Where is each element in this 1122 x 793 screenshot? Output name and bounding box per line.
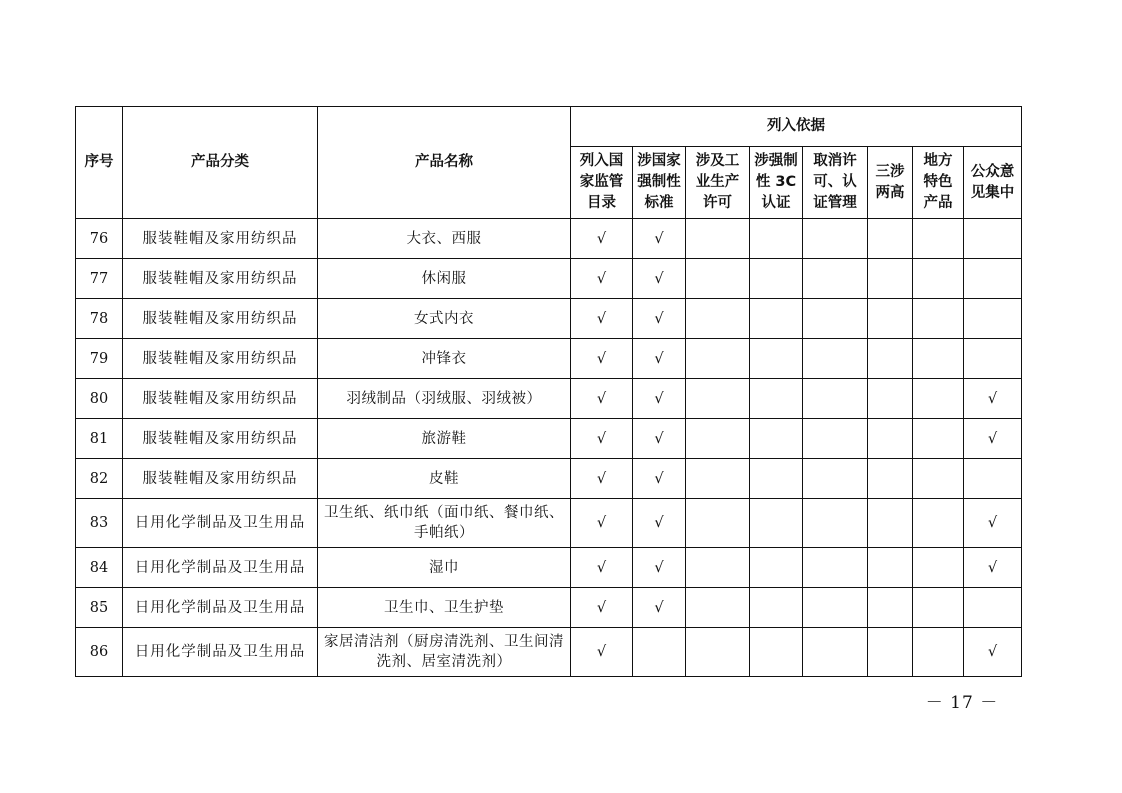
criterion-cell (964, 459, 1022, 499)
check-mark: √ (596, 430, 607, 447)
table-row (76, 499, 1022, 548)
criterion-cell (686, 219, 750, 259)
criterion-cell (868, 628, 913, 677)
criterion-cell (633, 459, 686, 499)
criterion-cell (964, 548, 1022, 588)
criterion-cell (868, 548, 913, 588)
criterion-cell (913, 299, 964, 339)
criterion-cell (686, 379, 750, 419)
row-product-name (318, 459, 571, 499)
criterion-cell (686, 299, 750, 339)
criterion-cell (686, 628, 750, 677)
table-row (76, 259, 1022, 299)
criterion-cell (633, 219, 686, 259)
criterion-cell (964, 299, 1022, 339)
header-criterion-production-license (686, 147, 750, 219)
row-category: 服装鞋帽及家用纺织品 (123, 379, 318, 419)
criterion-cell (686, 339, 750, 379)
criterion-cell (913, 259, 964, 299)
criterion-cell (803, 459, 868, 499)
check-mark: √ (654, 559, 664, 576)
header-category: 产品分类 (123, 107, 318, 219)
table-body (76, 219, 1022, 677)
criterion-cell (633, 628, 686, 677)
criterion-cell (964, 259, 1022, 299)
criterion-cell (913, 459, 964, 499)
row-seq: 77 (76, 259, 123, 299)
row-category: 日用化学制品及卫生用品 (123, 499, 318, 548)
criterion-cell (750, 459, 803, 499)
header-criterion-national-catalog (571, 147, 633, 219)
header-criterion-public-opinion (964, 147, 1022, 219)
criterion-cell (633, 259, 686, 299)
check-mark: √ (654, 470, 664, 487)
criterion-cell (750, 379, 803, 419)
criterion-cell (633, 379, 686, 419)
row-category: 服装鞋帽及家用纺织品 (123, 419, 318, 459)
criterion-cell (571, 419, 633, 459)
criterion-cell (913, 219, 964, 259)
criterion-cell (868, 419, 913, 459)
criterion-cell (868, 588, 913, 628)
row-seq: 85 (76, 588, 123, 628)
criterion-cell (913, 499, 964, 548)
criterion-cell (964, 588, 1022, 628)
header-seq: 序号 (76, 107, 123, 219)
check-mark: √ (596, 559, 607, 576)
criterion-cell (633, 548, 686, 588)
criterion-cell (803, 588, 868, 628)
row-seq: 76 (76, 219, 123, 259)
check-mark: √ (987, 559, 998, 576)
criterion-cell (750, 548, 803, 588)
product-name-line: 羽绒制品（羽绒服、羽绒被） (346, 390, 542, 407)
criterion-label: 公众意见集中 (970, 163, 1015, 201)
row-seq: 78 (76, 299, 123, 339)
check-mark: √ (596, 270, 607, 287)
check-mark: √ (654, 515, 664, 531)
product-name-line: 皮鞋 (429, 470, 459, 487)
table-row (76, 299, 1022, 339)
product-name-line: 卫生巾、卫生护垫 (384, 599, 504, 616)
criterion-cell (686, 419, 750, 459)
row-category: 服装鞋帽及家用纺织品 (123, 299, 318, 339)
check-mark: √ (654, 230, 664, 247)
criterion-cell (803, 548, 868, 588)
criterion-cell (686, 499, 750, 548)
table-row (76, 459, 1022, 499)
product-name-line: 手帕纸） (414, 525, 474, 541)
product-name-line: 大衣、西服 (406, 230, 482, 247)
row-category: 服装鞋帽及家用纺织品 (123, 259, 318, 299)
row-category: 日用化学制品及卫生用品 (123, 628, 318, 677)
criterion-cell (633, 419, 686, 459)
check-mark: √ (596, 644, 607, 660)
check-mark: √ (654, 390, 664, 407)
criterion-cell (803, 299, 868, 339)
criterion-cell (803, 499, 868, 548)
page-number: － 17 － (925, 693, 999, 713)
criterion-cell (803, 419, 868, 459)
row-seq: 86 (76, 628, 123, 677)
criterion-label: 涉国家强制性标准 (637, 153, 681, 211)
row-seq: 84 (76, 548, 123, 588)
row-product-name (318, 628, 571, 677)
row-seq: 82 (76, 459, 123, 499)
criterion-cell (750, 339, 803, 379)
table-row (76, 628, 1022, 677)
product-name-line: 冲锋衣 (421, 350, 467, 367)
criterion-cell (750, 299, 803, 339)
criterion-cell (571, 219, 633, 259)
row-product-name (318, 499, 571, 548)
row-seq: 79 (76, 339, 123, 379)
row-category: 日用化学制品及卫生用品 (123, 548, 318, 588)
table-row (76, 419, 1022, 459)
table-header (76, 107, 1022, 219)
product-name-line: 女式内衣 (414, 310, 474, 327)
criterion-cell (571, 548, 633, 588)
criterion-cell (633, 588, 686, 628)
check-mark: √ (654, 599, 664, 616)
criterion-cell (571, 628, 633, 677)
table-row (76, 548, 1022, 588)
criterion-cell (803, 259, 868, 299)
criterion-cell (803, 379, 868, 419)
row-product-name (318, 548, 571, 588)
criterion-cell (868, 339, 913, 379)
row-category: 日用化学制品及卫生用品 (123, 588, 318, 628)
criterion-cell (964, 419, 1022, 459)
table-row (76, 588, 1022, 628)
check-mark: √ (987, 644, 998, 660)
criterion-cell (571, 499, 633, 548)
criterion-cell (571, 299, 633, 339)
criterion-cell (686, 459, 750, 499)
row-seq: 80 (76, 379, 123, 419)
criterion-label: 三涉两高 (875, 163, 905, 201)
criterion-cell (750, 259, 803, 299)
criterion-cell (571, 259, 633, 299)
criterion-cell (964, 339, 1022, 379)
header-criterion-cancelled-license (803, 147, 868, 219)
check-mark: √ (596, 230, 607, 247)
check-mark: √ (654, 430, 664, 447)
criterion-cell (686, 588, 750, 628)
check-mark: √ (987, 390, 998, 407)
check-mark: √ (987, 515, 998, 531)
criterion-cell (750, 419, 803, 459)
row-seq: 83 (76, 499, 123, 548)
criterion-cell (913, 548, 964, 588)
criterion-cell (803, 628, 868, 677)
criterion-cell (686, 259, 750, 299)
criterion-cell (868, 499, 913, 548)
row-product-name (318, 379, 571, 419)
header-criterion-3c-certification (750, 147, 803, 219)
criterion-cell (750, 219, 803, 259)
criterion-cell (750, 628, 803, 677)
criterion-cell (913, 588, 964, 628)
check-mark: √ (596, 599, 607, 616)
criterion-cell (964, 219, 1022, 259)
product-name-line: 旅游鞋 (421, 430, 467, 447)
product-name-line: 卫生纸、纸巾纸（面巾纸、餐巾纸、 (324, 505, 564, 521)
criterion-cell (633, 339, 686, 379)
product-name-line: 家居清洁剂（厨房清洗剂、卫生间清 (324, 634, 564, 650)
product-name-line: 休闲服 (421, 270, 467, 287)
criterion-cell (913, 339, 964, 379)
check-mark: √ (596, 390, 607, 407)
row-category: 服装鞋帽及家用纺织品 (123, 339, 318, 379)
criterion-label: 涉强制性 3C 认证 (754, 153, 798, 211)
criterion-cell (571, 588, 633, 628)
criterion-cell (750, 588, 803, 628)
criterion-cell (868, 219, 913, 259)
criterion-cell (571, 339, 633, 379)
row-product-name (318, 259, 571, 299)
row-product-name (318, 419, 571, 459)
header-criterion-local-specialty (913, 147, 964, 219)
check-mark: √ (987, 430, 998, 447)
row-category: 服装鞋帽及家用纺织品 (123, 459, 318, 499)
header-criterion-mandatory-standard (633, 147, 686, 219)
header-basis-group: 列入依据 (571, 107, 1022, 147)
criterion-cell (868, 379, 913, 419)
check-mark: √ (654, 350, 664, 367)
table-row (76, 379, 1022, 419)
criterion-cell (964, 628, 1022, 677)
table-row (76, 219, 1022, 259)
criterion-cell (686, 548, 750, 588)
criterion-label: 取消许可、认证管理 (813, 153, 857, 211)
criterion-cell (571, 459, 633, 499)
product-name-line: 洗剂、居室清洗剂） (376, 654, 512, 670)
criterion-cell (913, 628, 964, 677)
criterion-label: 涉及工业生产许可 (695, 153, 740, 211)
check-mark: √ (596, 310, 607, 327)
product-name-line: 湿巾 (429, 559, 459, 576)
criterion-cell (868, 259, 913, 299)
criterion-cell (913, 419, 964, 459)
criterion-cell (964, 499, 1022, 548)
criterion-label: 地方特色产品 (923, 153, 953, 211)
table-row (76, 339, 1022, 379)
criterion-cell (750, 499, 803, 548)
check-mark: √ (596, 470, 607, 487)
criterion-cell (571, 379, 633, 419)
criterion-cell (803, 219, 868, 259)
check-mark: √ (654, 270, 664, 287)
criterion-cell (868, 299, 913, 339)
product-catalog-table (75, 106, 1022, 677)
criterion-cell (868, 459, 913, 499)
criterion-cell (633, 299, 686, 339)
row-product-name (318, 588, 571, 628)
criterion-cell (964, 379, 1022, 419)
criterion-cell (913, 379, 964, 419)
check-mark: √ (596, 350, 607, 367)
header-criterion-three-two (868, 147, 913, 219)
criterion-cell (633, 499, 686, 548)
criterion-label: 列入国家监管目录 (579, 153, 624, 211)
header-product-name: 产品名称 (318, 107, 571, 219)
row-product-name (318, 219, 571, 259)
check-mark: √ (654, 310, 664, 327)
check-mark: √ (596, 515, 607, 531)
row-category: 服装鞋帽及家用纺织品 (123, 219, 318, 259)
row-seq: 81 (76, 419, 123, 459)
criterion-cell (803, 339, 868, 379)
row-product-name (318, 339, 571, 379)
row-product-name (318, 299, 571, 339)
